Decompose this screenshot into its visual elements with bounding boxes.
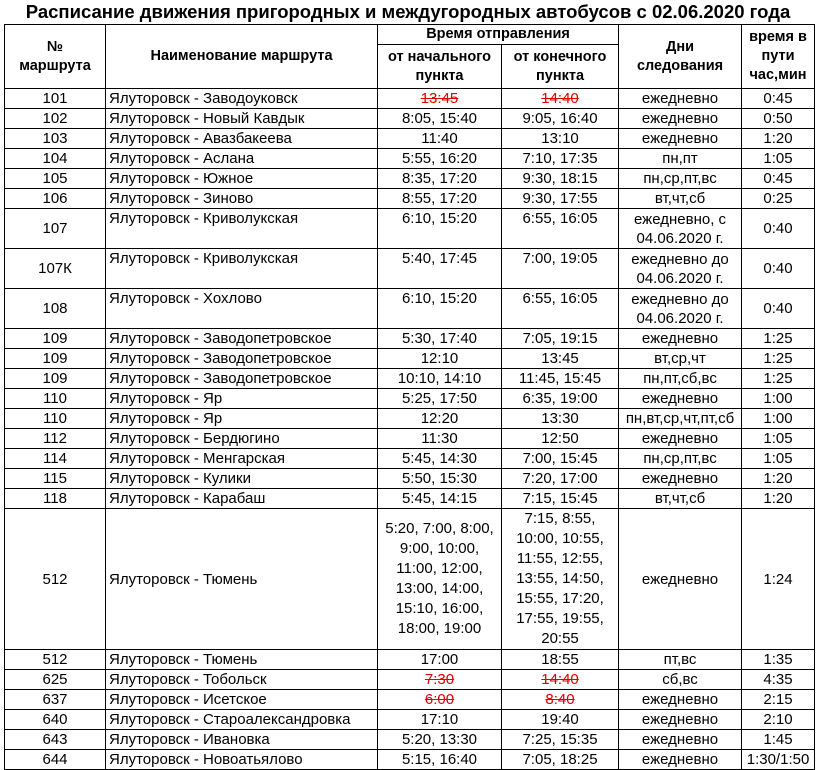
end-time-cell <box>502 389 619 409</box>
days-text: ежедневно <box>641 751 719 768</box>
days-text: ежедневно <box>641 470 719 487</box>
end-time-cell <box>502 129 619 149</box>
table-row <box>5 369 815 389</box>
days-text: 04.06.2020 г. <box>636 309 724 327</box>
table-row <box>5 389 815 409</box>
table-row <box>5 149 815 169</box>
end-time: 12:50 <box>541 430 579 447</box>
start-time: 5:55, 16:20 <box>401 150 478 167</box>
start-time: 5:15, 16:40 <box>401 751 478 768</box>
days-text: ежедневно, с <box>634 210 727 228</box>
table-row <box>5 349 815 369</box>
days-text: пн,ср,пт,вс <box>643 170 717 187</box>
table-row <box>5 409 815 429</box>
end-time: 7:10, 17:35 <box>522 150 598 167</box>
route-number-cell: 109 <box>5 369 106 389</box>
start-time: 6:00 <box>424 691 455 708</box>
start-time-cell <box>378 369 502 389</box>
days-text: ежедневно до <box>631 250 729 268</box>
start-time: 18:00, 19:00 <box>397 620 482 637</box>
days-text: ежедневно <box>641 90 719 107</box>
days-cell <box>619 389 742 409</box>
start-time: 12:10 <box>420 350 459 367</box>
days-text: ежедневно <box>641 430 719 447</box>
end-time-cell <box>502 750 619 770</box>
days-cell <box>619 469 742 489</box>
route-name-cell: Ялуторовск - Ивановка <box>106 730 378 750</box>
days-text: пн,ср,пт,вс <box>643 450 717 467</box>
start-time-cell <box>378 249 502 289</box>
route-name-cell: Ялуторовск - Бердюгино <box>106 429 378 449</box>
start-time: 10:10, 14:10 <box>397 370 482 387</box>
start-time: 5:20, 7:00, 8:00, <box>385 520 494 537</box>
days-cell <box>619 349 742 369</box>
start-time-cell <box>378 209 502 249</box>
route-name-cell: Ялуторовск - Заводоуковск <box>106 89 378 109</box>
days-cell <box>619 89 742 109</box>
days-cell <box>619 489 742 509</box>
header-days-line2: следования <box>636 57 724 74</box>
header-days <box>619 25 742 89</box>
table-row <box>5 109 815 129</box>
days-cell <box>619 369 742 389</box>
days-cell <box>619 449 742 469</box>
duration-cell: 1:00 <box>742 389 815 409</box>
days-cell <box>619 429 742 449</box>
end-time-cell <box>502 710 619 730</box>
end-time: 6:35, 19:00 <box>522 390 598 407</box>
table-row <box>5 730 815 750</box>
end-time-cell <box>502 369 619 389</box>
duration-cell: 0:45 <box>742 89 815 109</box>
end-time-cell <box>502 349 619 369</box>
table-row <box>5 710 815 730</box>
start-time: 13:00, 14:00, <box>395 580 484 597</box>
table-row <box>5 429 815 449</box>
end-time-cell <box>502 329 619 349</box>
days-cell <box>619 249 742 289</box>
start-time-cell <box>378 509 502 650</box>
end-time-cell <box>502 690 619 710</box>
end-time: 7:15, 15:45 <box>522 490 598 507</box>
start-time-cell <box>378 289 502 329</box>
start-time-cell <box>378 409 502 429</box>
header-num-line1: № <box>46 38 64 55</box>
start-time: 5:45, 14:30 <box>401 450 478 467</box>
route-name-cell: Ялуторовск - Заводопетровское <box>106 349 378 369</box>
duration-cell: 1:24 <box>742 509 815 650</box>
route-name-cell: Ялуторовск - Тюмень <box>106 650 378 670</box>
end-time-cell <box>502 650 619 670</box>
end-time-cell <box>502 249 619 289</box>
header-days-line1: Дни <box>666 38 695 55</box>
days-cell <box>619 209 742 249</box>
duration-cell: 1:25 <box>742 369 815 389</box>
route-number-cell: 110 <box>5 389 106 409</box>
days-cell <box>619 129 742 149</box>
days-text: пн,пт,сб,вс <box>643 370 717 387</box>
end-time: 6:55, 16:05 <box>522 210 598 227</box>
table-row <box>5 670 815 690</box>
start-time-cell <box>378 169 502 189</box>
days-text: сб,вс <box>662 671 698 688</box>
end-time: 7:05, 18:25 <box>522 751 598 768</box>
table-row <box>5 329 815 349</box>
end-time-cell <box>502 89 619 109</box>
duration-cell: 1:05 <box>742 449 815 469</box>
end-time: 8:40 <box>545 691 575 708</box>
start-time: 6:10, 15:20 <box>401 290 478 307</box>
route-number-cell: 107 <box>5 209 106 249</box>
end-time: 17:55, 19:55, <box>516 610 604 627</box>
days-text: вт,чт,сб <box>654 490 706 507</box>
schedule-table <box>4 24 815 770</box>
route-name-cell: Ялуторовск - Менгарская <box>106 449 378 469</box>
table-row <box>5 129 815 149</box>
table-row <box>5 750 815 770</box>
days-text: ежедневно <box>641 330 719 347</box>
table-row <box>5 650 815 670</box>
duration-cell: 1:45 <box>742 730 815 750</box>
days-cell <box>619 329 742 349</box>
end-time: 11:55, 12:55, <box>516 550 604 567</box>
start-time: 9:00, 10:00, <box>399 540 480 557</box>
end-time-cell <box>502 289 619 329</box>
start-time-cell <box>378 129 502 149</box>
days-text: ежедневно <box>641 731 719 748</box>
start-time-cell <box>378 149 502 169</box>
days-text: пн,пт <box>662 150 698 167</box>
start-time: 12:20 <box>420 410 459 427</box>
route-name-cell: Ялуторовск - Новоатьялово <box>106 750 378 770</box>
start-time: 7:30 <box>424 671 455 688</box>
start-time-cell <box>378 109 502 129</box>
route-number-cell: 109 <box>5 349 106 369</box>
days-cell <box>619 509 742 650</box>
duration-cell: 0:45 <box>742 169 815 189</box>
duration-cell: 1:20 <box>742 469 815 489</box>
route-number-cell: 110 <box>5 409 106 429</box>
route-name-cell: Ялуторовск - Зиново <box>106 189 378 209</box>
end-time: 9:05, 16:40 <box>522 110 598 127</box>
header-from-end <box>502 45 619 89</box>
duration-cell: 1:05 <box>742 429 815 449</box>
header-row-1 <box>5 25 815 45</box>
end-time-cell <box>502 169 619 189</box>
duration-cell: 1:25 <box>742 349 815 369</box>
route-number-cell: 102 <box>5 109 106 129</box>
start-time: 5:50, 15:30 <box>401 470 478 487</box>
table-row <box>5 489 815 509</box>
days-text: пт,вс <box>663 651 697 668</box>
route-name-cell: Ялуторовск - Хохлово <box>106 289 378 329</box>
table-row <box>5 469 815 489</box>
end-time: 9:30, 18:15 <box>522 170 598 187</box>
header-from-start <box>378 45 502 89</box>
end-time: 6:55, 16:05 <box>522 290 598 307</box>
end-time: 9:30, 17:55 <box>522 190 598 207</box>
duration-cell: 1:30/1:50 <box>742 750 815 770</box>
route-name-cell: Ялуторовск - Аслана <box>106 149 378 169</box>
end-time: 7:20, 17:00 <box>522 470 598 487</box>
table-row <box>5 690 815 710</box>
end-time-cell <box>502 449 619 469</box>
header-departure-time: Время отправления <box>378 25 619 45</box>
route-name-cell: Ялуторовск - Тюмень <box>106 509 378 650</box>
route-number-cell: 643 <box>5 730 106 750</box>
days-cell <box>619 169 742 189</box>
duration-cell: 2:10 <box>742 710 815 730</box>
start-time: 5:45, 14:15 <box>401 490 478 507</box>
route-name-cell: Ялуторовск - Заводопетровское <box>106 369 378 389</box>
duration-cell: 0:25 <box>742 189 815 209</box>
header-from-end-line2: пункта <box>536 67 585 84</box>
duration-cell: 2:15 <box>742 690 815 710</box>
end-time: 10:00, 10:55, <box>516 530 604 547</box>
table-row <box>5 189 815 209</box>
days-cell <box>619 189 742 209</box>
start-time-cell <box>378 89 502 109</box>
end-time: 14:40 <box>541 671 579 688</box>
end-time-cell <box>502 189 619 209</box>
days-cell <box>619 730 742 750</box>
table-row <box>5 249 815 289</box>
route-number-cell: 103 <box>5 129 106 149</box>
end-time: 13:10 <box>541 130 579 147</box>
days-cell <box>619 149 742 169</box>
route-name-cell: Ялуторовск - Криволукская <box>106 209 378 249</box>
end-time: 19:40 <box>541 711 579 728</box>
start-time-cell <box>378 389 502 409</box>
header-from-start-line2: пункта <box>415 67 464 84</box>
route-name-cell: Ялуторовск - Заводопетровское <box>106 329 378 349</box>
end-time: 7:15, 8:55, <box>524 510 596 527</box>
start-time-cell <box>378 730 502 750</box>
start-time-cell <box>378 429 502 449</box>
route-name-cell: Ялуторовск - Карабаш <box>106 489 378 509</box>
route-number-cell: 640 <box>5 710 106 730</box>
start-time: 15:10, 16:00, <box>395 600 484 617</box>
page-title: Расписание движения пригородных и междугородных автобусов с 02.06.2020 года <box>25 1 791 22</box>
route-number-cell: 625 <box>5 670 106 690</box>
table-row <box>5 209 815 249</box>
start-time-cell <box>378 489 502 509</box>
route-name-cell: Ялуторовск - Яр <box>106 409 378 429</box>
route-number-cell: 118 <box>5 489 106 509</box>
duration-cell: 1:00 <box>742 409 815 429</box>
duration-cell: 4:35 <box>742 670 815 690</box>
end-time: 7:00, 15:45 <box>522 450 598 467</box>
start-time: 5:30, 17:40 <box>401 330 478 347</box>
route-number-cell: 512 <box>5 509 106 650</box>
days-cell <box>619 670 742 690</box>
duration-cell: 0:50 <box>742 109 815 129</box>
header-from-start-line1: от начального <box>387 48 491 65</box>
duration-cell: 0:40 <box>742 289 815 329</box>
route-number-cell: 107К <box>5 249 106 289</box>
start-time: 11:40 <box>421 130 458 147</box>
days-text: 04.06.2020 г. <box>636 269 724 287</box>
header-dur-line3: час,мин <box>749 67 807 83</box>
duration-cell: 1:35 <box>742 650 815 670</box>
header-dur-line1: время в <box>749 29 807 45</box>
duration-cell: 0:40 <box>742 249 815 289</box>
route-number-cell: 109 <box>5 329 106 349</box>
route-name-cell: Ялуторовск - Яр <box>106 389 378 409</box>
end-time-cell <box>502 209 619 249</box>
days-cell <box>619 690 742 710</box>
header-dur-line2: пути <box>761 48 795 64</box>
days-cell <box>619 409 742 429</box>
end-time: 13:30 <box>541 410 579 427</box>
days-text: ежедневно <box>641 570 719 588</box>
start-time: 13:45 <box>420 90 459 107</box>
days-text: ежедневно до <box>631 290 729 308</box>
days-text: ежедневно <box>641 130 719 147</box>
days-text: вт,чт,сб <box>654 190 706 207</box>
header-num-line2: маршрута <box>19 57 91 74</box>
route-number-cell: 105 <box>5 169 106 189</box>
route-name-cell: Ялуторовск - Исетское <box>106 690 378 710</box>
end-time: 13:45 <box>541 350 579 367</box>
route-number-cell: 108 <box>5 289 106 329</box>
route-name-cell: Ялуторовск - Южное <box>106 169 378 189</box>
end-time: 14:40 <box>541 90 579 107</box>
start-time-cell <box>378 189 502 209</box>
duration-cell: 1:20 <box>742 489 815 509</box>
end-time-cell <box>502 409 619 429</box>
start-time-cell <box>378 710 502 730</box>
table-row <box>5 509 815 650</box>
end-time: 7:00, 19:05 <box>522 250 598 267</box>
start-time-cell <box>378 469 502 489</box>
route-name-cell: Ялуторовск - Новый Кавдык <box>106 109 378 129</box>
route-number-cell: 512 <box>5 650 106 670</box>
table-row <box>5 289 815 329</box>
end-time-cell <box>502 509 619 650</box>
header-route-name: Наименование маршрута <box>106 25 378 89</box>
table-row <box>5 169 815 189</box>
route-number-cell: 106 <box>5 189 106 209</box>
days-text: 04.06.2020 г. <box>636 229 724 247</box>
end-time: 11:45, 15:45 <box>518 370 602 387</box>
schedule-body <box>5 89 815 770</box>
start-time: 11:30 <box>421 430 458 447</box>
end-time: 7:25, 15:35 <box>522 731 598 748</box>
start-time: 5:20, 13:30 <box>401 731 478 748</box>
end-time-cell <box>502 109 619 129</box>
days-cell <box>619 109 742 129</box>
start-time: 11:00, 12:00, <box>396 560 483 577</box>
start-time: 8:05, 15:40 <box>401 110 478 127</box>
days-text: ежедневно <box>641 711 719 728</box>
end-time-cell <box>502 429 619 449</box>
route-name-cell: Ялуторовск - Кулики <box>106 469 378 489</box>
route-number-cell: 112 <box>5 429 106 449</box>
end-time: 7:05, 19:15 <box>522 330 598 347</box>
route-number-cell: 115 <box>5 469 106 489</box>
table-row <box>5 89 815 109</box>
days-cell <box>619 710 742 730</box>
start-time: 17:10 <box>420 711 459 728</box>
route-name-cell: Ялуторовск - Тобольск <box>106 670 378 690</box>
days-cell <box>619 289 742 329</box>
start-time-cell <box>378 670 502 690</box>
start-time: 8:35, 17:20 <box>401 170 478 187</box>
start-time: 5:40, 17:45 <box>401 250 478 267</box>
header-from-end-line1: от конечного <box>513 48 607 65</box>
duration-cell: 1:05 <box>742 149 815 169</box>
end-time-cell <box>502 489 619 509</box>
start-time-cell <box>378 329 502 349</box>
start-time-cell <box>378 650 502 670</box>
route-number-cell: 114 <box>5 449 106 469</box>
start-time: 6:10, 15:20 <box>401 210 478 227</box>
end-time: 18:55 <box>541 651 579 668</box>
end-time: 15:55, 17:20, <box>516 590 604 607</box>
days-text: пн,вт,ср,чт,пт,сб <box>625 410 735 427</box>
start-time: 17:00 <box>420 651 459 668</box>
start-time: 5:25, 17:50 <box>401 390 478 407</box>
start-time-cell <box>378 750 502 770</box>
duration-cell: 1:25 <box>742 329 815 349</box>
route-name-cell: Ялуторовск - Староалександровка <box>106 710 378 730</box>
start-time-cell <box>378 349 502 369</box>
route-number-cell: 644 <box>5 750 106 770</box>
end-time-cell <box>502 670 619 690</box>
start-time: 8:55, 17:20 <box>401 190 478 207</box>
days-text: ежедневно <box>641 691 719 708</box>
end-time-cell <box>502 730 619 750</box>
start-time-cell <box>378 690 502 710</box>
days-text: вт,ср,чт <box>654 350 706 367</box>
days-text: ежедневно <box>641 110 719 127</box>
route-number-cell: 104 <box>5 149 106 169</box>
route-number-cell: 637 <box>5 690 106 710</box>
end-time-cell <box>502 469 619 489</box>
days-cell <box>619 750 742 770</box>
days-text: ежедневно <box>641 390 719 407</box>
route-name-cell: Ялуторовск - Криволукская <box>106 249 378 289</box>
duration-cell: 0:40 <box>742 209 815 249</box>
end-time: 20:55 <box>541 630 579 647</box>
end-time-cell <box>502 149 619 169</box>
duration-cell: 1:20 <box>742 129 815 149</box>
start-time-cell <box>378 449 502 469</box>
route-number-cell: 101 <box>5 89 106 109</box>
header-duration <box>742 25 815 89</box>
route-name-cell: Ялуторовск - Авазбакеева <box>106 129 378 149</box>
end-time: 13:55, 14:50, <box>516 570 604 587</box>
days-cell <box>619 650 742 670</box>
table-row <box>5 449 815 469</box>
header-route-number <box>5 25 106 89</box>
